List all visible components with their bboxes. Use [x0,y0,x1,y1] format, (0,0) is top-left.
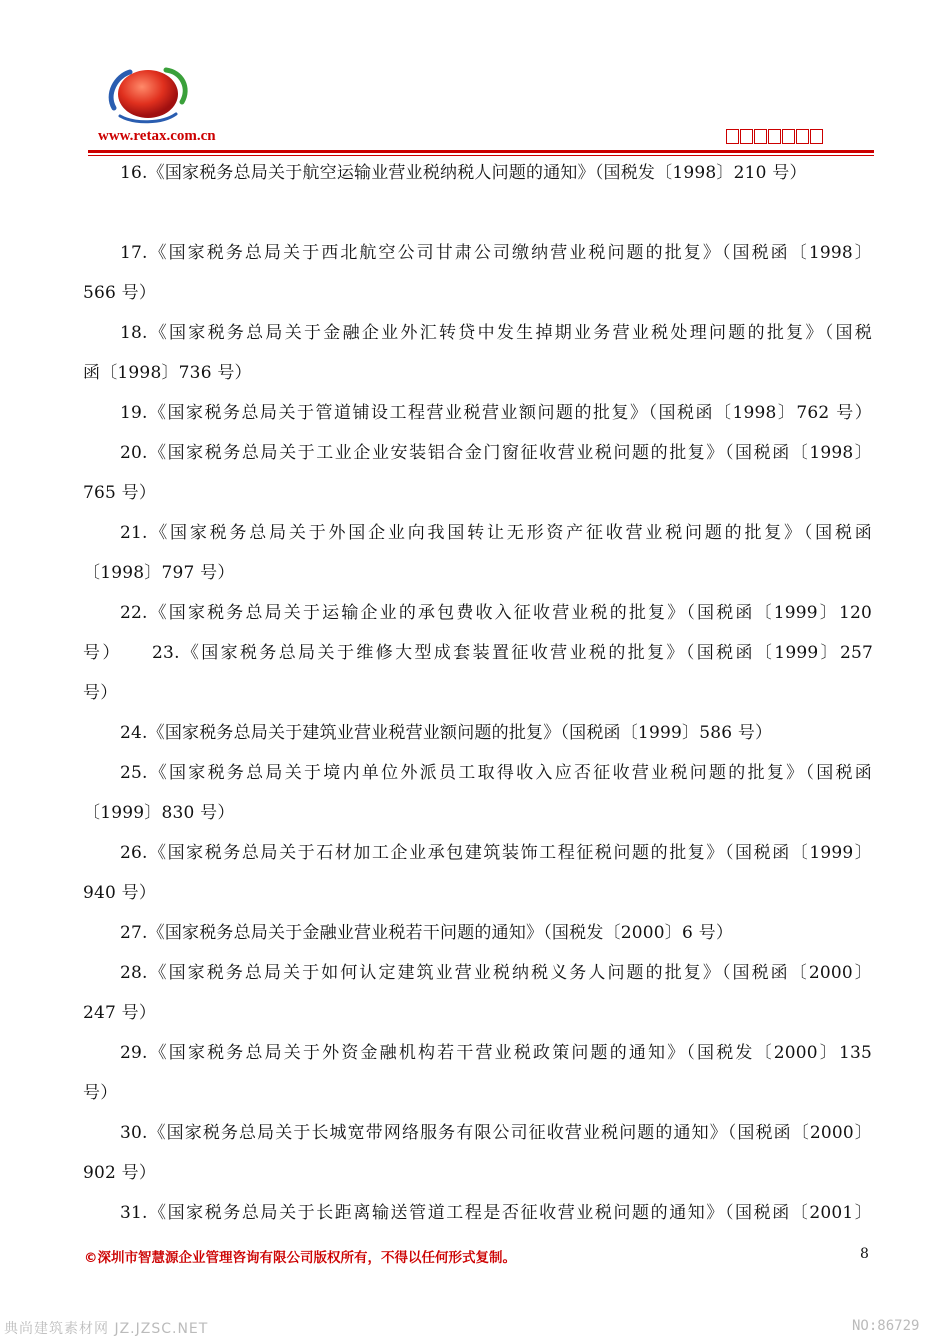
watermark-id: NO:86729 [852,1318,920,1334]
text-line: 22.《国家税务总局关于运输企业的承包费收入征收营业税的批复》（国税函〔1999〕120 [120,603,872,623]
copyright-notice: ©深圳市智慧源企业管理咨询有限公司版权所有，不得以任何形式复制。 [84,1250,516,1266]
text-line: 号） 23.《国家税务总局关于维修大型成套装置征收营业税的批复》（国税函〔1999〕257 [83,643,873,663]
text-line: 27.《国家税务总局关于金融业营业税若干问题的通知》（国税发〔2000〕6 号） [120,923,734,943]
text-line: 30.《国家税务总局关于长城宽带网络服务有限公司征收营业税问题的通知》（国税函〔2000〕 [120,1123,872,1143]
text-line: 20.《国家税务总局关于工业企业安装铝合金门窗征收营业税问题的批复》（国税函〔1998〕 [120,443,872,463]
text-line: 28.《国家税务总局关于如何认定建筑业营业税纳税义务人问题的批复》（国税函〔2000〕 [120,963,872,983]
header-glyph-box [810,129,823,144]
text-line: 247 号） [83,1003,157,1023]
text-line: 19.《国家税务总局关于管道铺设工程营业税营业额问题的批复》（国税函〔1998〕762 号） [120,403,872,423]
header-glyph-box [754,129,767,144]
text-line: 〔1999〕830 号） [83,803,235,823]
text-line: 号） [83,1083,118,1103]
text-line: 21.《国家税务总局关于外国企业向我国转让无形资产征收营业税问题的批复》（国税函 [120,523,872,543]
text-line: 566 号） [83,283,157,303]
header-divider [88,150,874,153]
text-line: 902 号） [83,1163,157,1183]
text-line: 〔1998〕797 号） [83,563,235,583]
text-line: 765 号） [83,483,157,503]
header-glyph-box [796,129,809,144]
text-line: 940 号） [83,883,157,903]
text-line: 17.《国家税务总局关于西北航空公司甘肃公司缴纳营业税问题的批复》（国税函〔1998〕 [120,243,872,263]
text-line: 26.《国家税务总局关于石材加工企业承包建筑装饰工程征税问题的批复》（国税函〔1999〕 [120,843,872,863]
text-line: 24.《国家税务总局关于建筑业营业税营业额问题的批复》（国税函〔1999〕586 号） [120,723,773,743]
header-title-placeholder [726,129,823,144]
text-line: 18.《国家税务总局关于金融企业外汇转贷中发生掉期业务营业税处理问题的批复》（国税 [120,323,872,343]
text-line: 29.《国家税务总局关于外资金融机构若干营业税政策问题的通知》（国税发〔2000〕135 [120,1043,872,1063]
header-divider-thin [88,155,874,156]
text-line: 号） [83,683,118,703]
site-url[interactable]: www.retax.com.cn [98,128,216,144]
watermark-site: 典尚建筑素材网 JZ.JZSC.NET [4,1321,209,1337]
text-line: 16.《国家税务总局关于航空运输业营业税纳税人问题的通知》（国税发〔1998〕210 号） [120,163,807,183]
retax-logo-icon [106,64,190,126]
header-glyph-box [782,129,795,144]
text-line: 31.《国家税务总局关于长距离输送管道工程是否征收营业税问题的通知》（国税函〔2001〕 [120,1203,872,1223]
header-glyph-box [726,129,739,144]
header-glyph-box [768,129,781,144]
header-glyph-box [740,129,753,144]
text-line: 函〔1998〕736 号） [83,363,252,383]
page-number: 8 [860,1246,869,1262]
text-line: 25.《国家税务总局关于境内单位外派员工取得收入应否征收营业税问题的批复》（国税函 [120,763,872,783]
